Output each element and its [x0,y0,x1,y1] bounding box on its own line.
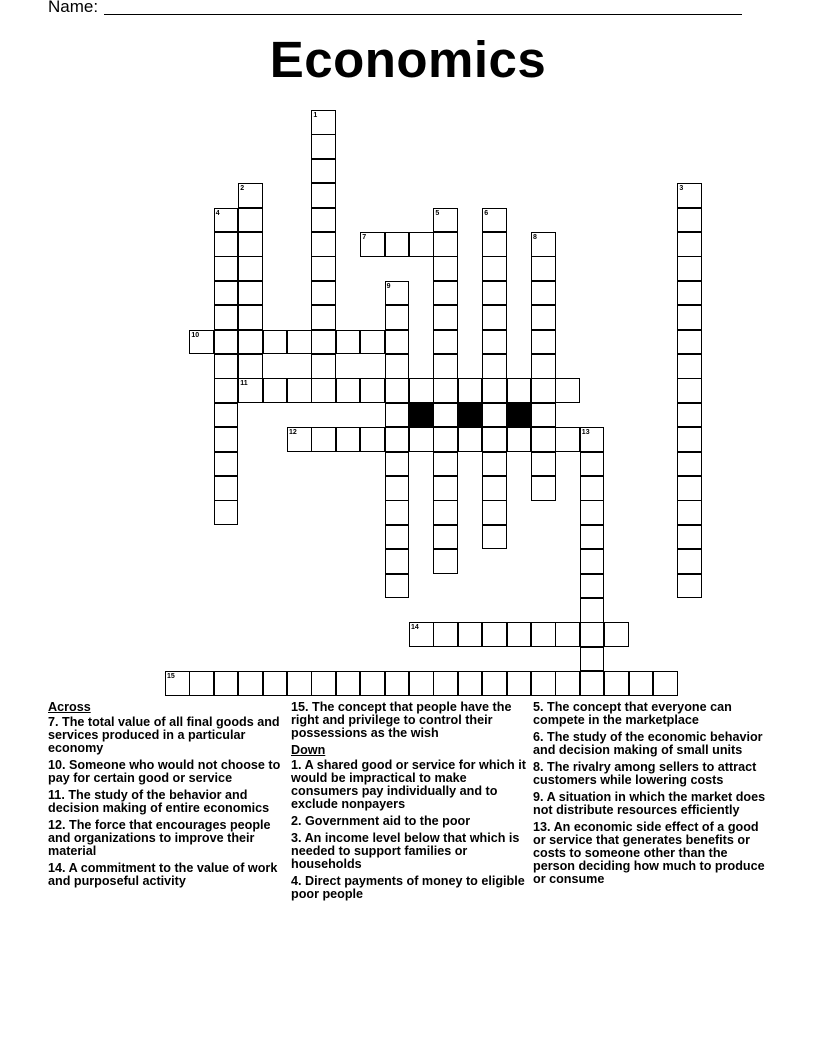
black-square [507,403,532,428]
grid-cell[interactable] [531,476,556,501]
grid-cell[interactable] [336,330,361,355]
grid-cell[interactable] [311,305,336,330]
across-clue [48,789,288,815]
grid-cell[interactable] [311,671,336,696]
grid-cell[interactable] [287,330,312,355]
grid-cell[interactable] [482,232,507,257]
grid-cell[interactable] [482,354,507,379]
grid-cell[interactable] [214,330,239,355]
grid-cell[interactable] [433,281,458,306]
grid-cell[interactable] [385,549,410,574]
grid-cell[interactable] [482,305,507,330]
grid-cell[interactable] [482,452,507,477]
grid-cell[interactable] [677,281,702,306]
grid-cell[interactable] [238,208,263,233]
clue-number-label: 2 [240,185,245,193]
grid-cell[interactable] [531,330,556,355]
grid-cell[interactable] [458,378,483,403]
grid-cell[interactable] [433,549,458,574]
clue-text: The concept that people have the right and privilege to control their possessions as the wish [291,700,512,740]
clue-text: The rivalry among sellers to attract customers while lowering costs [533,760,757,787]
grid-cell[interactable] [677,208,702,233]
grid-cell[interactable] [385,452,410,477]
clue-number-label: 6 [484,209,489,217]
clue-number: 3. [291,831,302,845]
clue-number-label: 3 [679,185,684,193]
grid-cell[interactable] [287,378,312,403]
grid-cell[interactable] [482,281,507,306]
clue-number: 10. [48,758,66,772]
grid-cell[interactable] [482,476,507,501]
grid-cell[interactable] [507,622,532,647]
grid-cell[interactable] [336,427,361,452]
grid-cell[interactable] [433,232,458,257]
grid-cell[interactable] [433,671,458,696]
grid-cell[interactable] [311,330,336,355]
grid-cell[interactable] [580,647,605,672]
grid-cell[interactable] [409,671,434,696]
clue-column-1 [48,701,288,892]
grid-cell[interactable] [482,256,507,281]
grid-cell[interactable] [385,403,410,428]
clue-number: 4. [291,874,302,888]
grid-cell[interactable] [604,622,629,647]
grid-cell[interactable] [336,671,361,696]
clue-number: 2. [291,814,302,828]
grid-cell[interactable] [360,330,385,355]
grid-cell[interactable] [531,378,556,403]
across-header: Across [48,700,91,714]
grid-cell[interactable] [458,622,483,647]
clue-number: 6. [533,730,544,744]
grid-cell[interactable] [409,232,434,257]
grid-cell[interactable] [531,671,556,696]
across-clue [48,862,288,888]
grid-cell[interactable] [385,427,410,452]
clue-text: The force that encourages people and organizations to improve their material [48,818,271,858]
clue-number-label: 1 [313,112,318,119]
grid-cell[interactable] [263,378,288,403]
grid-cell[interactable] [580,549,605,574]
grid-cell[interactable] [580,598,605,623]
clue-number: 15. [291,700,309,714]
grid-cell[interactable] [238,354,263,379]
grid-cell[interactable] [433,403,458,428]
grid-cell[interactable] [482,500,507,525]
down-clue [291,832,531,871]
grid-cell[interactable] [360,378,385,403]
grid-cell[interactable] [214,403,239,428]
grid-cell[interactable] [311,159,336,184]
grid-cell[interactable] [531,622,556,647]
grid-cell[interactable] [433,378,458,403]
clue-text: The total value of all final goods and services produced in a particular economy [48,715,280,755]
clue-number-label: 15 [167,673,175,681]
grid-cell[interactable] [385,525,410,550]
clue-number-label: 8 [533,234,537,241]
grid-cell[interactable] [287,671,312,696]
clue-text: The study of the economic behavior and decision making of small units [533,730,763,757]
grid-cell[interactable] [555,622,580,647]
clue-number-label: 13 [581,429,590,437]
grid-cell[interactable] [677,354,702,379]
clue-number-label: 12 [289,429,297,437]
grid-cell[interactable] [677,549,702,574]
grid-cell[interactable] [433,476,458,501]
grid-cell[interactable] [214,427,239,452]
grid-cell[interactable] [311,256,336,281]
across-clue [48,759,288,785]
grid-cell[interactable] [507,378,532,403]
grid-cell[interactable] [531,281,556,306]
grid-cell[interactable] [214,476,239,501]
clue-text: The study of the behavior and decision making of entire economics [48,788,270,815]
clue-text: A situation in which the market does not distribute resources efficiently [533,790,766,817]
grid-cell[interactable] [677,378,702,403]
down-header: Down [291,743,326,757]
grid-cell[interactable] [238,671,263,696]
grid-cell[interactable] [531,403,556,428]
grid-cell[interactable] [214,354,239,379]
grid-cell[interactable] [433,354,458,379]
grid-cell[interactable] [238,256,263,281]
grid-cell[interactable] [311,232,336,257]
grid-cell[interactable] [385,232,410,257]
down-clue [533,791,769,817]
grid-cell[interactable] [311,183,336,208]
grid-cell[interactable] [677,256,702,281]
grid-cell[interactable] [189,671,214,696]
grid-cell[interactable] [385,305,410,330]
grid-cell[interactable] [507,427,532,452]
grid-cell[interactable] [433,452,458,477]
grid-cell[interactable] [482,403,507,428]
black-square [458,403,483,428]
clue-text: Someone who would not choose to pay for certain good or service [48,758,281,785]
down-clue [533,731,769,757]
clue-number-label: 9 [386,282,391,290]
grid-cell[interactable] [409,378,434,403]
clue-number: 5. [533,700,544,714]
across-clue [48,716,288,755]
grid-cell[interactable] [311,354,336,379]
grid-cell[interactable] [580,671,605,696]
clue-number: 8. [533,760,544,774]
grid-cell[interactable] [238,330,263,355]
name-label: Name: [48,0,99,16]
clue-number: 7. [48,715,59,729]
grid-cell[interactable] [214,671,239,696]
across-clue [291,701,531,740]
grid-cell[interactable] [385,500,410,525]
grid-cell[interactable] [653,671,678,696]
grid-cell[interactable] [433,330,458,355]
clue-text: Government aid to the poor [305,814,471,828]
page-title: Economics [269,31,547,88]
grid-cell[interactable] [385,354,410,379]
down-clue [533,761,769,787]
grid-cell[interactable] [238,232,263,257]
grid-cell[interactable] [604,671,629,696]
clue-number: 13. [533,820,551,834]
clue-text: Direct payments of money to eligible poor people [291,874,525,901]
grid-cell[interactable] [677,330,702,355]
grid-cell[interactable] [580,476,605,501]
grid-cell[interactable] [214,378,239,403]
grid-cell[interactable] [263,671,288,696]
grid-cell[interactable] [677,525,702,550]
grid-cell[interactable] [482,671,507,696]
clue-text: A commitment to the value of work and purposeful activity [48,861,278,888]
grid-cell[interactable] [385,671,410,696]
down-clue [291,759,531,811]
down-clue [291,875,531,901]
grid-cell[interactable] [360,427,385,452]
grid-cell[interactable] [555,427,580,452]
clue-number-label: 7 [362,234,367,241]
grid-cell[interactable] [677,305,702,330]
clue-text: An income level below that which is needed to support families or households [291,831,520,871]
grid-cell[interactable] [629,671,654,696]
grid-cell[interactable] [531,452,556,477]
grid-cell[interactable] [458,427,483,452]
black-square [409,403,434,428]
grid-cell[interactable] [385,330,410,355]
grid-cell[interactable] [458,671,483,696]
clue-number-label: 11 [240,380,248,388]
grid-cell[interactable] [433,500,458,525]
grid-cell[interactable] [385,378,410,403]
clue-column-3 [533,701,769,890]
grid-cell[interactable] [677,232,702,257]
grid-cell[interactable] [580,574,605,599]
grid-cell[interactable] [214,281,239,306]
clue-number: 11. [48,788,65,802]
grid-cell[interactable] [214,452,239,477]
grid-cell[interactable] [531,305,556,330]
grid-cell[interactable] [433,427,458,452]
down-clue [533,701,769,727]
grid-cell[interactable] [311,208,336,233]
across-clue [48,819,288,858]
down-clue [291,815,531,828]
grid-cell[interactable] [482,378,507,403]
grid-cell[interactable] [482,427,507,452]
clue-number-label: 4 [215,209,220,217]
grid-cell[interactable] [409,427,434,452]
clue-text: The concept that everyone can compete in the marketplace [533,700,732,727]
grid-cell[interactable] [507,671,532,696]
grid-cell[interactable] [482,622,507,647]
grid-cell[interactable] [214,500,239,525]
grid-cell[interactable] [336,378,361,403]
grid-cell[interactable] [677,476,702,501]
grid-cell[interactable] [433,305,458,330]
clue-number: 1. [291,758,302,772]
grid-cell[interactable] [311,427,336,452]
clue-text: An economic side effect of a good or service that generates benefits or costs to someone other than the person deciding how much to produce or consume [533,820,765,886]
grid-cell[interactable] [531,256,556,281]
grid-cell[interactable] [311,281,336,306]
clue-number: 9. [533,790,544,804]
grid-cell[interactable] [433,622,458,647]
grid-cell[interactable] [311,378,336,403]
grid-cell[interactable] [580,525,605,550]
grid-cell[interactable] [214,232,239,257]
grid-cell[interactable] [311,134,336,159]
clue-number-label: 5 [435,209,440,217]
grid-cell[interactable] [214,256,239,281]
grid-cell[interactable] [580,622,605,647]
grid-cell[interactable] [580,452,605,477]
grid-cell[interactable] [263,330,288,355]
clue-number-label: 10 [191,331,200,339]
grid-cell[interactable] [531,427,556,452]
grid-cell[interactable] [677,500,702,525]
grid-cell[interactable] [677,427,702,452]
grid-cell[interactable] [555,671,580,696]
clue-text: A shared good or service for which it would be impractical to make consumers pay individually and to exclude nonpayers [291,758,526,811]
grid-cell[interactable] [385,476,410,501]
grid-cell[interactable] [531,354,556,379]
grid-cell[interactable] [214,305,239,330]
clue-number-label: 14 [411,624,419,632]
grid-cell[interactable] [555,378,580,403]
down-clue [533,821,769,886]
grid-cell[interactable] [677,452,702,477]
clue-column-2 [291,701,531,905]
grid-cell[interactable] [580,500,605,525]
grid-cell[interactable] [482,525,507,550]
grid-cell[interactable] [482,330,507,355]
grid-cell[interactable] [360,671,385,696]
clue-number: 12. [48,818,66,832]
grid-cell[interactable] [238,305,263,330]
grid-cell[interactable] [677,574,702,599]
grid-cell[interactable] [238,281,263,306]
clue-number: 14. [48,861,66,875]
grid-cell[interactable] [677,403,702,428]
grid-cell[interactable] [385,574,410,599]
grid-cell[interactable] [433,256,458,281]
grid-cell[interactable] [433,525,458,550]
